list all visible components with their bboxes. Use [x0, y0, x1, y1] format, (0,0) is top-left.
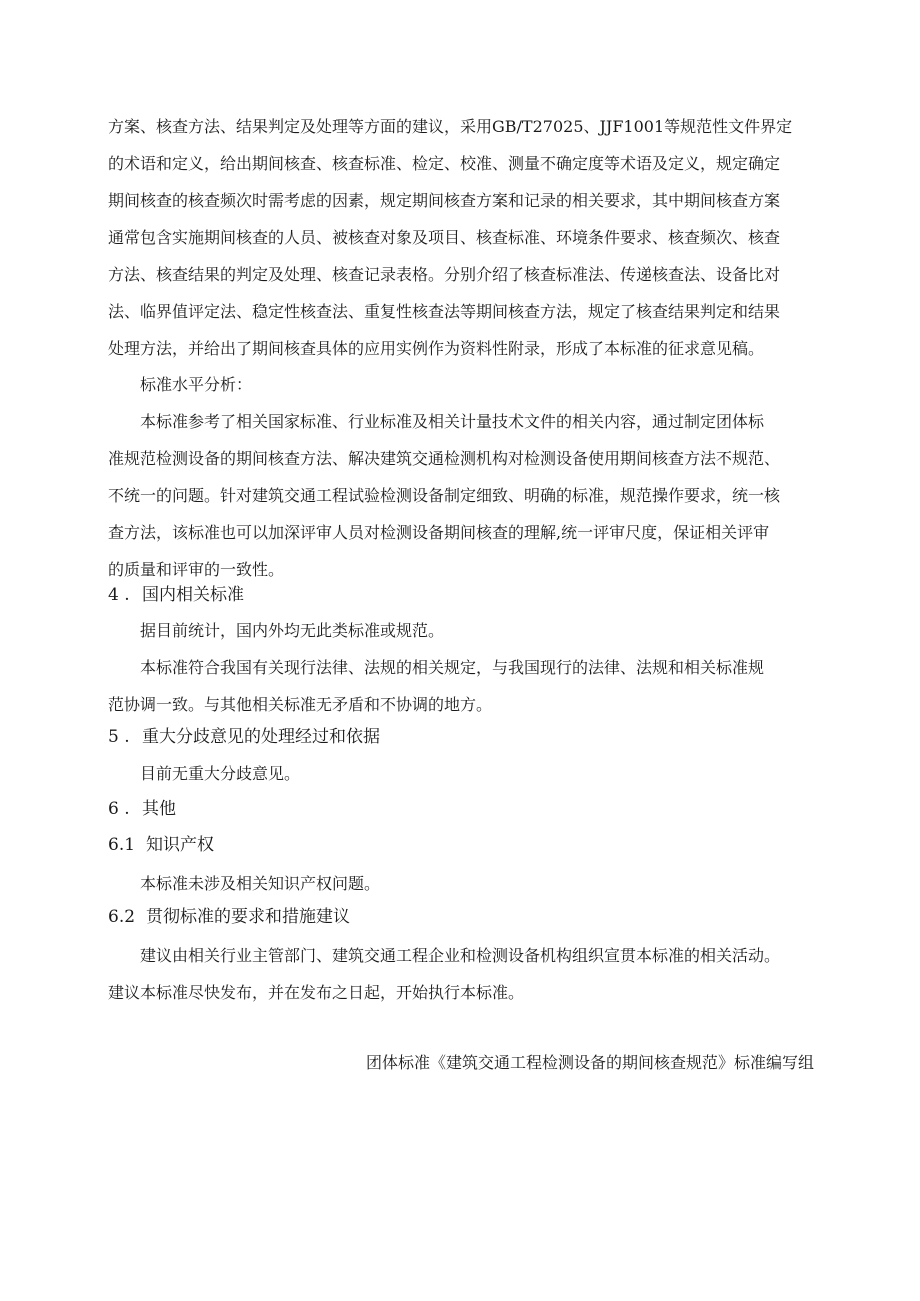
text-line: 法、临界值评定法、稳定性核查法、重复性核查法等期间核查方法，规定了核查结果判定和结果 [108, 302, 781, 321]
section-5-paragraph [108, 755, 816, 792]
section-number: 6.2 [108, 907, 136, 927]
section-4-heading [108, 580, 244, 610]
text-line: 的术语和定义，给出期间核查、核查标准、检定、校准、测量不确定度等术语及定义，规定确定 [108, 154, 781, 173]
section-number: 6 . [108, 799, 130, 819]
section-number: 5 . [108, 727, 130, 747]
text-line: 查方法，该标准也可以加深评审人员对检测设备期间核查的理解,统一评审尺度，保证相关评审 [108, 523, 770, 542]
section-title: 国内相关标准 [142, 585, 244, 605]
text-line: 建议由相关行业主管部门、建筑交通工程企业和检测设备机构组织宣贯本标准的相关活动。 [140, 946, 781, 965]
text-line: 目前无重大分歧意见。 [140, 764, 301, 783]
text-line: 方案、核查方法、结果判定及处理等方面的建议，采用GB/T27025、JJF1001等规范性文件界定 [108, 117, 793, 136]
text-line: 本标准参考了相关国家标准、行业标准及相关计量技术文件的相关内容，通过制定团体标 [140, 412, 765, 431]
text-line: 据目前统计，国内外均无此类标准或规范。 [140, 621, 445, 640]
section-6-heading [108, 794, 176, 824]
level-analysis-paragraph [108, 403, 816, 588]
section-4-paragraph-1 [108, 612, 816, 649]
section-number: 6.1 [108, 835, 136, 855]
section-title: 贯彻标准的要求和措施建议 [146, 907, 350, 927]
intro-paragraph [108, 108, 816, 367]
section-number: 4 . [108, 585, 130, 605]
section-title: 其他 [142, 799, 176, 819]
section-6-1-paragraph [108, 865, 816, 902]
section-title: 重大分歧意见的处理经过和依据 [142, 727, 380, 747]
text-line: 标准水平分析： [140, 375, 253, 394]
text-line: 本标准符合我国有关现行法律、法规的相关规定，与我国现行的法律、法规和相关标准规 [140, 658, 765, 677]
text-line: 准规范检测设备的期间核查方法、解决建筑交通检测机构对检测设备使用期间核查方法不规范、 [108, 449, 781, 468]
text-line: 范协调一致。与其他相关标准无矛盾和不协调的地方。 [108, 695, 493, 714]
section-6-1-heading [108, 830, 214, 860]
signature-line: 团体标准《建筑交通工程检测设备的期间核查规范》标准编写组 [365, 1053, 814, 1072]
text-line: 不统一的问题。针对建筑交通工程试验检测设备制定细致、明确的标准，规范操作要求，统一核 [108, 486, 781, 505]
section-5-heading [108, 722, 380, 752]
level-analysis-title [108, 366, 816, 403]
text-line: 通常包含实施期间核查的人员、被核查对象及项目、核查标准、环境条件要求、核查频次、核查 [108, 228, 781, 247]
text-line: 建议本标准尽快发布，并在发布之日起，开始执行本标准。 [108, 983, 525, 1002]
section-6-2-paragraph [108, 937, 816, 1011]
text-line: 方法、核查结果的判定及处理、核查记录表格。分别介绍了核查标准法、传递核查法、设备比对 [108, 265, 781, 284]
section-4-paragraph-2 [108, 649, 816, 723]
section-6-2-heading [108, 902, 350, 932]
text-line: 期间核查的核查频次时需考虑的因素，规定期间核查方案和记录的相关要求，其中期间核查方案 [108, 191, 781, 210]
text-line: 本标准未涉及相关知识产权问题。 [140, 874, 381, 893]
text-line: 处理方法，并给出了期间核查具体的应用实例作为资料性附录，形成了本标准的征求意见稿。 [108, 339, 765, 358]
text-line: 的质量和评审的一致性。 [108, 560, 285, 579]
section-title: 知识产权 [146, 835, 214, 855]
